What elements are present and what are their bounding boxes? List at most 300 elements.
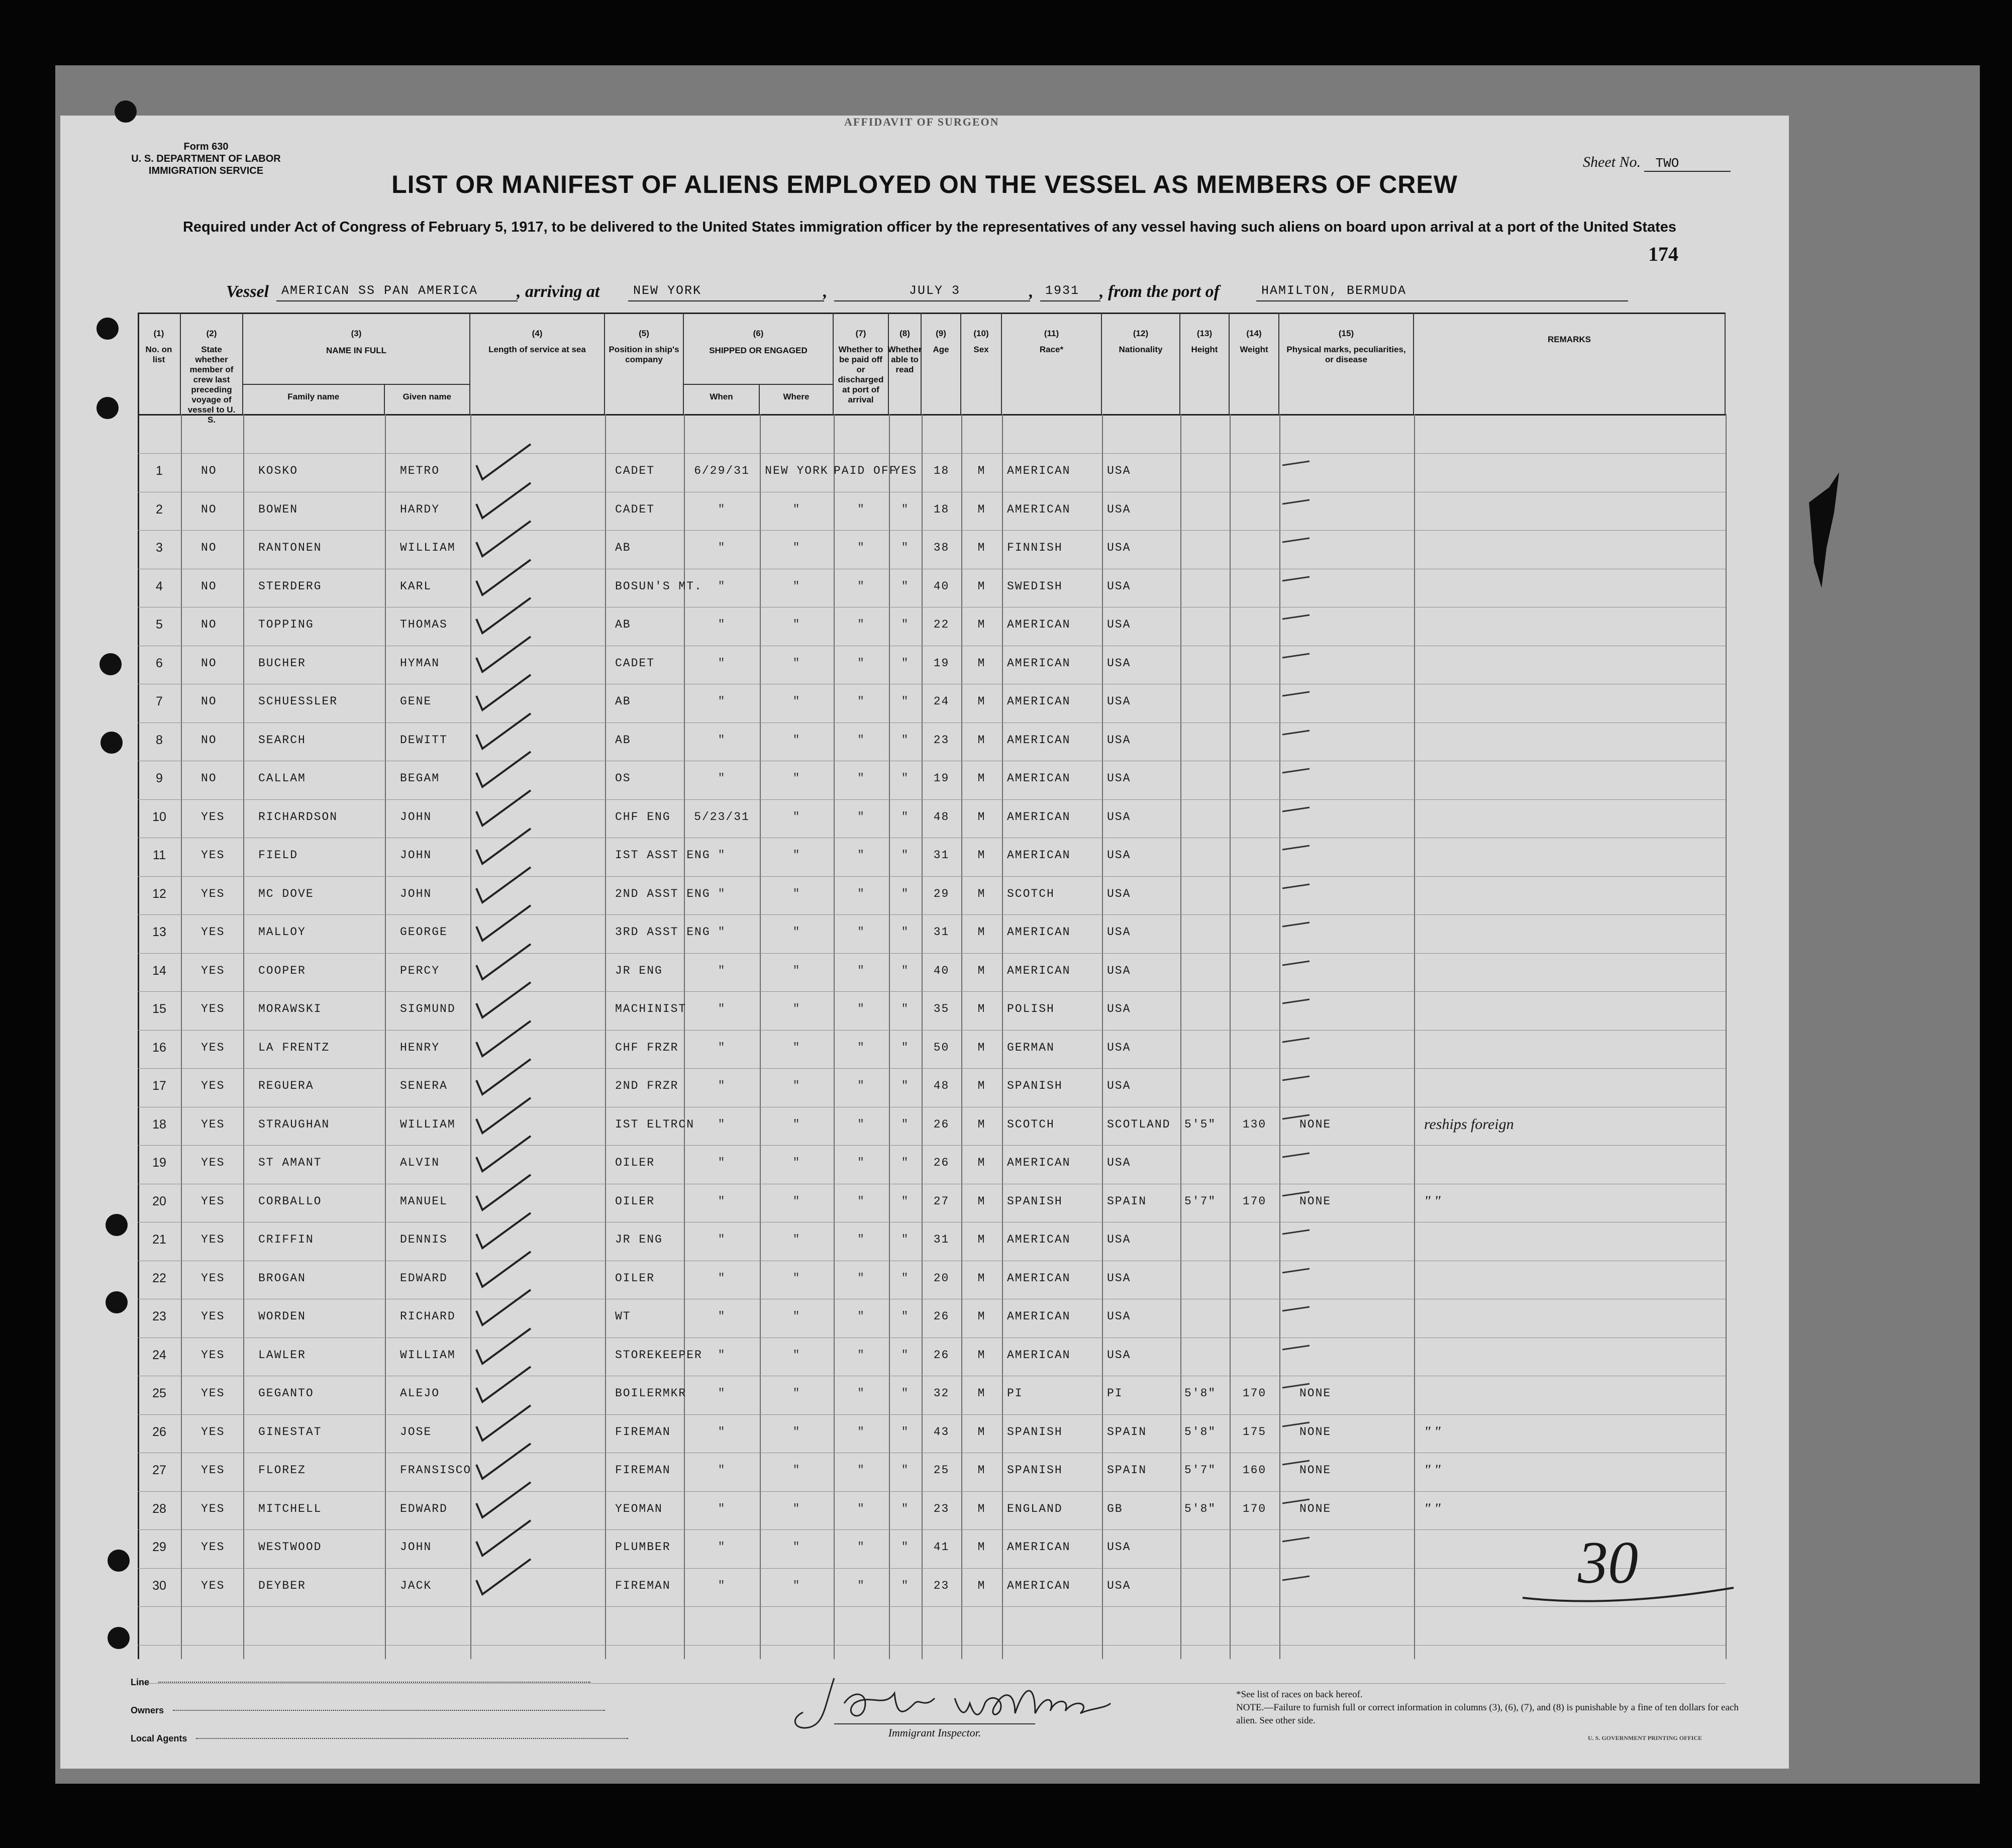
row-number: 1 [156, 464, 163, 478]
cell-read: " [901, 733, 910, 747]
crew-table [138, 313, 1726, 1659]
cell-weight [1230, 733, 1279, 748]
cell-prev: YES [201, 1233, 225, 1246]
cell-race: AMERICAN [1007, 1271, 1071, 1285]
cell-prev: NO [201, 579, 217, 593]
column-header: (7) Whether to be paid off or discharged at port of arrival [834, 313, 889, 414]
column-header: REMARKS [1414, 313, 1726, 414]
cell-prev: YES [201, 1194, 225, 1208]
check-mark-icon [474, 519, 535, 559]
cell-where: " [792, 1541, 801, 1554]
cell-paid: PAID OFF [834, 464, 897, 477]
cell-weight [1230, 925, 1279, 940]
column-header: (11) Race* [1002, 313, 1102, 414]
dash-mark-icon [1280, 1419, 1316, 1429]
cell-position: 2ND ASST ENG [615, 887, 711, 900]
cell-sex: M [977, 1233, 986, 1246]
cell-weight [1230, 1232, 1279, 1247]
cell-where: " [792, 1002, 801, 1015]
cell-age: 40 [933, 579, 950, 593]
cell-age: 23 [933, 1579, 950, 1592]
row-number: 20 [152, 1194, 166, 1208]
row-number: 12 [152, 886, 166, 901]
cell-family: RICHARDSON [258, 810, 338, 824]
cell-weight [1230, 963, 1279, 978]
cell-weight [1230, 1271, 1279, 1286]
cell-weight [1230, 1078, 1279, 1093]
cell-position: AB [615, 695, 631, 708]
cell-age: 25 [933, 1464, 950, 1477]
cell-race: GERMAN [1007, 1041, 1055, 1054]
cell-nationality: SPAIN [1107, 1194, 1147, 1208]
cell-weight [1230, 1348, 1279, 1363]
binder-hole [99, 653, 122, 675]
cell-marks: NONE [1299, 1387, 1332, 1400]
column-header: (4) Length of service at sea [470, 313, 605, 414]
dash-mark-icon [1280, 1458, 1316, 1468]
cell-prev: YES [201, 1271, 225, 1285]
cell-sex: M [977, 579, 986, 593]
cell-when: " [718, 579, 726, 593]
cell-read: " [901, 1002, 910, 1015]
cell-position: JR ENG [615, 1233, 663, 1246]
dash-mark-icon [1280, 1189, 1316, 1199]
cell-given: SIGMUND [400, 1002, 456, 1015]
cell-where: NEW YORK [765, 464, 829, 477]
cell-nationality: SPAIN [1107, 1464, 1147, 1477]
cell-remarks: " " [1424, 1423, 1441, 1440]
cell-age: 43 [933, 1425, 950, 1439]
cell-position: 2ND FRZR [615, 1079, 679, 1092]
cell-paid: " [857, 1502, 865, 1515]
row-number: 24 [152, 1348, 166, 1362]
cell-age: 18 [933, 502, 950, 516]
cell-race: POLISH [1007, 1002, 1055, 1015]
cell-age: 20 [933, 1271, 950, 1285]
binder-hole [96, 318, 119, 340]
cell-remarks: " " [1424, 1500, 1441, 1517]
cell-position: OILER [615, 1271, 655, 1285]
cell-sex: M [977, 1502, 986, 1515]
cell-prev: YES [201, 964, 225, 977]
cell-paid: " [857, 1387, 865, 1400]
row-number: 30 [152, 1578, 166, 1593]
check-mark-icon [474, 1442, 535, 1482]
cell-nationality: USA [1107, 733, 1131, 747]
cell-weight [1230, 886, 1279, 901]
cell-where: " [792, 502, 801, 516]
cell-read: " [901, 1541, 910, 1554]
row-number: 26 [152, 1424, 166, 1439]
cell-paid: " [857, 1425, 865, 1439]
cell-read: " [901, 887, 910, 900]
cell-nationality: USA [1107, 1079, 1131, 1092]
cell-prev: NO [201, 772, 217, 785]
cell-position: AB [615, 618, 631, 631]
cell-prev: YES [201, 1156, 225, 1169]
cell-when: " [718, 1541, 726, 1554]
cell-given: JOHN [400, 849, 432, 862]
cell-family: WORDEN [258, 1310, 306, 1323]
cell-prev: NO [201, 502, 217, 516]
cell-weight [1230, 1578, 1279, 1593]
cell-where: " [792, 1464, 801, 1477]
cell-nationality: USA [1107, 1041, 1131, 1054]
cell-given: EDWARD [400, 1502, 448, 1515]
cell-when: " [718, 1348, 726, 1362]
cell-where: " [792, 1156, 801, 1169]
row-number: 3 [156, 541, 163, 555]
cell-weight: 160 [1242, 1464, 1267, 1477]
cell-read: " [901, 1348, 910, 1362]
cell-when: " [718, 733, 726, 747]
cell-weight [1230, 656, 1279, 671]
cell-family: STRAUGHAN [258, 1117, 330, 1131]
cell-marks: NONE [1299, 1117, 1332, 1131]
cell-when: " [718, 1041, 726, 1054]
cell-position: IST ASST ENG [615, 849, 711, 862]
inspector-signature [754, 1663, 1116, 1733]
column-header: (10) Sex [961, 313, 1002, 414]
cell-given: HARDY [400, 502, 440, 516]
dash-mark-icon [1280, 728, 1316, 738]
cell-given: GEORGE [400, 926, 448, 939]
check-mark-icon [474, 1096, 535, 1136]
check-mark-icon [474, 1250, 535, 1290]
cell-prev: YES [201, 926, 225, 939]
column-header: (9) Age [922, 313, 961, 414]
cell-read: " [901, 1310, 910, 1323]
arrival-port: NEW YORK [628, 283, 824, 301]
cell-race: PI [1007, 1387, 1023, 1400]
subheader-family: Family name [243, 385, 385, 415]
cell-nationality: USA [1107, 1579, 1131, 1592]
form-notes: *See list of races on back hereof. NOTE.—Failure to furnish full or correct information in columns (3), (6), (7), and (8) is punishable by a fine of ten dollars for each alien. See other side. [1236, 1689, 1739, 1726]
cell-position: BOILERMKR [615, 1387, 687, 1400]
cell-read: " [901, 541, 910, 554]
cell-paid: " [857, 964, 865, 977]
cell-nationality: USA [1107, 1233, 1131, 1246]
cell-sex: M [977, 695, 986, 708]
column-header: (15) Physical marks, peculiarities, or disease [1279, 313, 1414, 414]
row-number: 18 [152, 1117, 166, 1132]
cell-nationality: USA [1107, 849, 1131, 862]
cell-sex: M [977, 1271, 986, 1285]
column-header: (8) Whether able to read [889, 313, 922, 414]
cell-paid: " [857, 772, 865, 785]
cell-given: PERCY [400, 964, 440, 977]
cell-age: 23 [933, 1502, 950, 1515]
row-number: 27 [152, 1463, 166, 1477]
faint-header: AFFIDAVIT OF SURGEON [844, 116, 999, 128]
cell-read: " [901, 1156, 910, 1169]
cell-read: " [901, 926, 910, 939]
cell-position: STOREKEEPER [615, 1348, 702, 1362]
cell-given: ALVIN [400, 1156, 440, 1169]
cell-age: 24 [933, 695, 950, 708]
row-number: 14 [152, 963, 166, 978]
cell-weight [1230, 463, 1279, 478]
cell-race: AMERICAN [1007, 502, 1071, 516]
cell-where: " [792, 1425, 801, 1439]
check-mark-icon [474, 1057, 535, 1097]
column-header: (13) Height [1180, 313, 1230, 414]
cell-height: 5'8" [1184, 1387, 1217, 1400]
cell-sex: M [977, 1117, 986, 1131]
cell-family: CALLAM [258, 772, 306, 785]
cell-given: WILLIAM [400, 1117, 456, 1131]
cell-prev: YES [201, 1387, 225, 1400]
cell-paid: " [857, 926, 865, 939]
cell-family: MC DOVE [258, 887, 314, 900]
cell-prev: YES [201, 849, 225, 862]
cell-nationality: USA [1107, 1348, 1131, 1362]
cell-read: " [901, 849, 910, 862]
cell-where: " [792, 1387, 801, 1400]
dash-mark-icon [1280, 1381, 1316, 1391]
cell-paid: " [857, 1117, 865, 1131]
cell-nationality: USA [1107, 810, 1131, 824]
cell-height: 5'8" [1184, 1502, 1217, 1515]
cell-paid: " [857, 733, 865, 747]
total-count: 30 [1578, 1529, 1638, 1596]
cell-read: " [901, 1502, 910, 1515]
cell-age: 31 [933, 849, 950, 862]
cell-when: " [718, 926, 726, 939]
cell-position: MACHINIST [615, 1002, 687, 1015]
cell-family: SEARCH [258, 733, 306, 747]
dash-mark-icon [1280, 1112, 1316, 1122]
column-header: (12) Nationality [1102, 313, 1180, 414]
cell-family: MORAWSKI [258, 1002, 322, 1015]
cell-when: " [718, 1387, 726, 1400]
row-number: 17 [152, 1079, 166, 1093]
dash-mark-icon [1280, 1534, 1316, 1545]
check-mark-icon [474, 1403, 535, 1444]
cell-where: " [792, 772, 801, 785]
cell-position: FIREMAN [615, 1425, 671, 1439]
cell-age: 29 [933, 887, 950, 900]
check-mark-icon [474, 1173, 535, 1213]
cell-where: " [792, 810, 801, 824]
row-number: 19 [152, 1156, 166, 1170]
cell-prev: NO [201, 733, 217, 747]
cell-position: OILER [615, 1194, 655, 1208]
cell-prev: YES [201, 1541, 225, 1554]
cell-race: ENGLAND [1007, 1502, 1063, 1515]
cell-paid: " [857, 1541, 865, 1554]
cell-read: " [901, 1079, 910, 1092]
cell-paid: " [857, 1348, 865, 1362]
cell-sex: M [977, 1425, 986, 1439]
cell-read: " [901, 1387, 910, 1400]
cell-sex: M [977, 810, 986, 824]
cell-race: AMERICAN [1007, 1156, 1071, 1169]
cell-family: GEGANTO [258, 1387, 314, 1400]
cell-weight [1230, 617, 1279, 632]
cell-age: 22 [933, 618, 950, 631]
cell-nationality: USA [1107, 926, 1131, 939]
cell-family: CORBALLO [258, 1194, 322, 1208]
cell-race: AMERICAN [1007, 656, 1071, 670]
cell-where: " [792, 1041, 801, 1054]
cell-paid: " [857, 1079, 865, 1092]
cell-family: SCHUESSLER [258, 695, 338, 708]
cell-prev: YES [201, 1348, 225, 1362]
check-mark-icon [474, 980, 535, 1020]
cell-paid: " [857, 1579, 865, 1592]
cell-when: " [718, 1425, 726, 1439]
cell-family: LA FRENTZ [258, 1041, 330, 1054]
cell-nationality: USA [1107, 1271, 1131, 1285]
column-header: (2) State whether member of crew last preceding voyage of vessel to U. S. [181, 313, 243, 414]
cell-age: 32 [933, 1387, 950, 1400]
cell-given: FRANSISCO [400, 1464, 472, 1477]
cell-sex: M [977, 502, 986, 516]
cell-sex: M [977, 1002, 986, 1015]
dash-mark-icon [1280, 458, 1316, 468]
cell-weight [1230, 809, 1279, 825]
row-number: 15 [152, 1002, 166, 1016]
check-mark-icon [474, 596, 535, 636]
cell-given: BEGAM [400, 772, 440, 785]
check-mark-icon [474, 865, 535, 905]
cell-position: YEOMAN [615, 1502, 663, 1515]
cell-race: SWEDISH [1007, 579, 1063, 593]
check-mark-icon [474, 1518, 535, 1559]
cell-race: AMERICAN [1007, 772, 1071, 785]
cell-read: " [901, 618, 910, 631]
cell-paid: " [857, 849, 865, 862]
cell-weight [1230, 1155, 1279, 1170]
cell-race: FINNISH [1007, 541, 1063, 554]
binder-hole [115, 100, 137, 123]
cell-prev: YES [201, 1579, 225, 1592]
dash-mark-icon [1280, 804, 1316, 814]
cell-height: 5'8" [1184, 1425, 1217, 1439]
cell-nationality: USA [1107, 541, 1131, 554]
cell-family: GINESTAT [258, 1425, 322, 1439]
cell-remarks: reships foreign [1424, 1115, 1514, 1133]
cell-paid: " [857, 1156, 865, 1169]
cell-where: " [792, 1502, 801, 1515]
cell-sex: M [977, 464, 986, 477]
cell-nationality: USA [1107, 656, 1131, 670]
cell-position: CHF ENG [615, 810, 671, 824]
row-number: 7 [156, 694, 163, 708]
dash-mark-icon [1280, 1496, 1316, 1506]
cell-prev: NO [201, 464, 217, 477]
subheader-where: Where [783, 392, 810, 401]
row-number: 29 [152, 1540, 166, 1554]
cell-prev: YES [201, 1002, 225, 1015]
cell-read: " [901, 1194, 910, 1208]
row-number: 11 [153, 848, 166, 862]
binder-hole [108, 1550, 130, 1572]
cell-read: " [901, 810, 910, 824]
binder-hole [108, 1627, 130, 1649]
cell-age: 50 [933, 1041, 950, 1054]
cell-given: JOHN [400, 810, 432, 824]
subheader-given: Given name [403, 392, 451, 401]
binder-hole [106, 1214, 128, 1236]
cell-when: " [718, 656, 726, 670]
cell-when: " [718, 1464, 726, 1477]
cell-sex: M [977, 541, 986, 554]
cell-nationality: USA [1107, 772, 1131, 785]
cell-when: " [718, 1271, 726, 1285]
cell-age: 18 [933, 464, 950, 477]
cell-position: 3RD ASST ENG [615, 926, 711, 939]
cell-when: " [718, 1002, 726, 1015]
check-mark-icon [474, 942, 535, 982]
cell-where: " [792, 733, 801, 747]
cell-race: AMERICAN [1007, 1310, 1071, 1323]
required-statement: Required under Act of Congress of February 5, 1917, to be delivered to the United States immigration officer by the representatives of any vessel having such aliens on board upon arrival at a port of the United States [182, 219, 1677, 235]
cell-position: AB [615, 733, 631, 747]
cell-race: AMERICAN [1007, 926, 1071, 939]
check-mark-icon [474, 1557, 535, 1597]
cell-given: WILLIAM [400, 541, 456, 554]
cell-nationality: USA [1107, 695, 1131, 708]
cell-prev: YES [201, 1464, 225, 1477]
cell-where: " [792, 926, 801, 939]
handwritten-total [1513, 1522, 1744, 1618]
row-number: 8 [156, 733, 163, 747]
cell-when: 5/23/31 [694, 810, 750, 824]
column-header: (1) No. on list [138, 313, 181, 414]
cell-paid: " [857, 810, 865, 824]
cell-given: THOMAS [400, 618, 448, 631]
cell-read: " [901, 772, 910, 785]
cell-race: SCOTCH [1007, 1117, 1055, 1131]
dash-mark-icon [1280, 689, 1316, 699]
manifest-sheet [60, 116, 1789, 1769]
cell-when: " [718, 695, 726, 708]
cell-read: " [901, 695, 910, 708]
cell-position: CHF FRZR [615, 1041, 679, 1054]
binder-hole [100, 732, 123, 754]
dash-mark-icon [1280, 881, 1316, 891]
cell-given: RICHARD [400, 1310, 456, 1323]
cell-sex: M [977, 1464, 986, 1477]
cell-sex: M [977, 964, 986, 977]
row-number: 22 [152, 1271, 166, 1285]
cell-weight: 170 [1242, 1502, 1267, 1515]
check-mark-icon [474, 788, 535, 829]
binder-hole [96, 397, 119, 419]
cell-when: " [718, 1194, 726, 1208]
cell-prev: NO [201, 541, 217, 554]
cell-paid: " [857, 656, 865, 670]
cell-family: LAWLER [258, 1348, 306, 1362]
cell-where: " [792, 1579, 801, 1592]
cell-marks: NONE [1299, 1502, 1332, 1515]
cell-nationality: USA [1107, 1310, 1131, 1323]
dash-mark-icon [1280, 1573, 1316, 1583]
cell-read: " [901, 1117, 910, 1131]
cell-weight [1230, 771, 1279, 786]
dash-mark-icon [1280, 1073, 1316, 1083]
column-header: (14) Weight [1230, 313, 1279, 414]
cell-position: CADET [615, 656, 655, 670]
cell-prev: YES [201, 1425, 225, 1439]
cell-race: AMERICAN [1007, 464, 1071, 477]
cell-when: " [718, 502, 726, 516]
cell-family: BOWEN [258, 502, 298, 516]
cell-remarks: " " [1424, 1462, 1441, 1478]
cell-race: AMERICAN [1007, 618, 1071, 631]
